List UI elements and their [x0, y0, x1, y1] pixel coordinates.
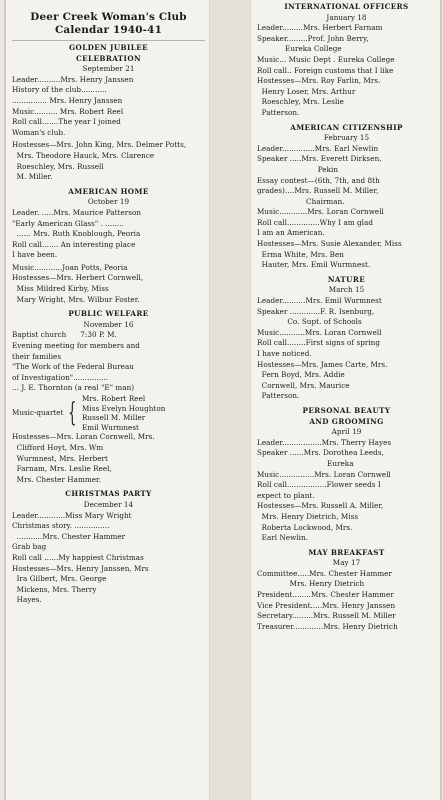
- program-line: Wurmnest, Mrs. Herbert: [12, 453, 108, 463]
- program-line: Roll call.................Flower seeds I: [257, 480, 381, 490]
- program-line: Hostesses—Mrs. Russell A. Miller,: [257, 501, 384, 511]
- section-american-home: [12, 187, 205, 306]
- program-line: Leader..........Mrs. Emil Wurmnest: [257, 296, 382, 306]
- section-date: January 18: [326, 12, 367, 22]
- program-line: Grab bag: [12, 542, 47, 552]
- program-line: Music.......... Mrs. Robert Reel: [12, 106, 124, 116]
- section-date: February 15: [323, 133, 370, 143]
- program-line: Roll call....... An interesting place: [12, 239, 136, 249]
- section-date: May 17: [332, 558, 361, 568]
- section-nature: [257, 275, 436, 402]
- program-line: Hostesses—Mrs. Herbert Cornwell,: [12, 273, 144, 283]
- program-line: Roll call ......My happiest Christmas: [12, 552, 144, 562]
- program-line: expect to plant.: [257, 490, 315, 500]
- program-line: Hostesses—Mrs. John King, Mrs. Delmer Potts,: [12, 140, 187, 150]
- program-line: Hostesses—Mrs. Roy Farlin, Mrs.: [257, 76, 381, 86]
- program-line: Music............Joan Potts, Peoria: [12, 262, 128, 272]
- section-heading: PUBLIC WELFARE: [68, 309, 149, 319]
- program-line: Roll call........First signs of spring: [257, 338, 381, 348]
- program-line: Woman's club.: [12, 127, 66, 137]
- section-heading: AMERICAN CITIZENSHIP: [290, 122, 403, 132]
- program-line: Hauter, Mrs. Emil Wurmnest.: [257, 260, 371, 270]
- program-line: "The Work of the Federal Bureau: [12, 362, 134, 372]
- program-line: Vice President.....Mrs. Henry Janssen: [257, 600, 396, 610]
- program-line: Music... Music Dept . Eureka College: [257, 54, 395, 64]
- section-date: December 14: [83, 499, 134, 509]
- section-heading: AND GROOMING: [309, 416, 384, 426]
- page-gutter: [210, 0, 250, 800]
- program-line: Mrs. Henry Dietrich, Miss: [257, 511, 359, 521]
- program-line: Essay contest—(6th, 7th, and 8th: [257, 175, 380, 185]
- program-line: of Investigation"...............: [12, 372, 109, 382]
- program-line: Roll call.. Foreign customs that I like: [257, 65, 394, 75]
- program-line: Ira Gilbert, Mrs. George: [12, 574, 107, 584]
- section-date: October 19: [87, 197, 130, 207]
- program-line: Leader. .....Mrs. Maurice Patterson: [12, 207, 142, 217]
- program-line: ...........Mrs. Chester Hammer: [12, 531, 126, 541]
- program-line: I am an American.: [257, 228, 325, 238]
- program-line: Mickens, Mrs. Therry: [12, 584, 97, 594]
- program-line: Co. Supt. of Schools: [257, 317, 362, 327]
- program-line: Christmas story. ...............: [12, 521, 110, 531]
- section-christmas-party: [12, 489, 205, 606]
- program-line: Mary Wright, Mrs. Wilbur Foster.: [12, 294, 140, 304]
- program-line: I have noticed.: [257, 349, 312, 358]
- program-line: I have been.: [12, 250, 58, 260]
- program-line: Pekin: [257, 164, 339, 174]
- program-line: President........Mrs. Chester Hammer: [257, 590, 394, 600]
- program-line: Miss Mildred Kirby, Miss: [12, 284, 109, 294]
- program-line: Speaker .............F. R. Isenburg,: [257, 306, 375, 316]
- section-international-officers: [257, 2, 436, 119]
- section-public-welfare: [12, 309, 205, 485]
- section-heading: CHRISTMAS PARTY: [65, 489, 152, 499]
- program-line: Henry Loser, Mrs. Arthur: [257, 86, 356, 96]
- program-line: Hostesses—Mrs. Loran Cornwell, Mrs.: [12, 432, 155, 442]
- section-heading: MAY BREAKFAST: [308, 547, 385, 557]
- program-line: Baptist church 7:30 P. M.: [12, 330, 117, 340]
- calendar-title: Deer Creek Woman's Club: [30, 11, 187, 23]
- program-line: Leader............Miss Mary Wright: [12, 510, 132, 520]
- program-line: Cornwell, Mrs. Maurice: [257, 380, 350, 390]
- program-line: Clifford Hoyt, Mrs. Wm: [12, 442, 104, 452]
- section-heading: NATURE: [327, 274, 366, 284]
- clipping-column-left: [4, 0, 210, 800]
- program-line: M. Miller.: [12, 172, 53, 182]
- program-line: Mrs. Chester Hammer.: [12, 474, 102, 484]
- quartet-members: [82, 394, 165, 432]
- program-line: "Early American Glass" . ........: [12, 218, 124, 228]
- program-line: Chairman.: [257, 196, 345, 206]
- program-line: Roeschley, Mrs. Leslie: [257, 97, 344, 107]
- program-line: History of the club...........: [12, 85, 107, 95]
- program-line: Music...............Mrs. Loran Cornwell: [257, 469, 391, 479]
- program-line: Roberta Lockwood, Mrs.: [257, 522, 353, 532]
- divider: [12, 40, 205, 41]
- music-quartet-label: Music-quartet: [12, 407, 64, 417]
- program-line: Hayes.: [12, 595, 42, 605]
- program-line: Patterson.: [257, 391, 300, 401]
- program-line: Leader.................Mrs. Therry Hayes: [257, 437, 392, 447]
- program-line: Fern Boyd, Mrs. Addie: [257, 370, 345, 380]
- program-line: Committee.....Mrs. Chester Hammer: [257, 568, 392, 578]
- program-line: ............... Mrs. Henry Janssen: [12, 95, 123, 105]
- section-date: November 16: [83, 319, 134, 329]
- program-line: Roll call.......The year I joined: [12, 117, 121, 127]
- program-line: their families: [12, 351, 62, 361]
- program-line: Hostesses—Mrs. Susie Alexander, Miss: [257, 239, 402, 249]
- program-line: Hostesses—Mrs. Henry Janssen, Mrs: [12, 563, 149, 573]
- section-date: March 15: [328, 285, 365, 295]
- section-date: April 19: [331, 427, 362, 437]
- program-line: Erma White, Mrs. Ben: [257, 249, 344, 259]
- program-line: Leader..............Mrs. Earl Newlin: [257, 143, 379, 153]
- section-heading: INTERNATIONAL OFFICERS: [284, 2, 409, 11]
- program-line: Speaker.........Prof. John Berry,: [257, 33, 369, 43]
- program-line: Roeschley, Mrs. Russell: [12, 161, 104, 171]
- brace-glyph: {: [68, 398, 77, 429]
- program-line: Eureka: [257, 458, 354, 468]
- quartet-member: Russell M. Miller: [81, 413, 146, 423]
- program-line: Mrs. Henry Dietrich: [257, 579, 365, 589]
- program-line: Mrs. Theodore Hauck, Mrs. Clarence: [12, 150, 155, 160]
- program-line: Earl Newlin.: [257, 533, 309, 543]
- section-heading: GOLDEN JUBILEE: [69, 43, 148, 52]
- program-line: Treasurer.............Mrs. Henry Dietrich: [257, 621, 398, 631]
- program-line: Farnam, Mrs. Leslie Reel,: [12, 464, 112, 474]
- section-golden-jubilee: [12, 43, 205, 183]
- clipping-column-right: [250, 0, 442, 800]
- section-date: September 21: [82, 64, 135, 74]
- program-line: Patterson.: [257, 107, 300, 117]
- section-may-breakfast: [257, 548, 436, 633]
- quartet-member: Emil Wurmnest: [81, 422, 139, 432]
- section-american-citizenship: [257, 123, 436, 271]
- quartet-member: Miss Evelyn Houghton: [81, 403, 166, 413]
- section-heading: CELEBRATION: [76, 53, 141, 63]
- program-line: Music...........Mrs. Loran Cornwell: [257, 327, 382, 337]
- program-line: Evening meeting for members and: [12, 341, 140, 351]
- program-line: Leader.........Mrs. Herbert Farnam: [257, 23, 383, 33]
- section-personal-beauty: [257, 406, 436, 544]
- program-line: Speaker ......Mrs. Dorothea Leeds,: [257, 448, 384, 458]
- section-heading: AMERICAN HOME: [68, 186, 149, 196]
- program-line: Roll call..............Why I am glad: [257, 217, 373, 227]
- program-line: Music............Mrs. Loran Cornwell: [257, 207, 384, 217]
- program-line: Eureka College: [257, 44, 342, 54]
- program-line: grades)....Mrs. Russell M. Miller,: [257, 186, 379, 196]
- calendar-subtitle: Calendar 1940-41: [54, 24, 163, 36]
- program-line: Hostesses—Mrs. James Carte, Mrs.: [257, 359, 388, 369]
- program-line: Secretary.........Mrs. Russell M. Miller: [257, 611, 396, 621]
- section-heading: PERSONAL BEAUTY: [302, 405, 391, 415]
- program-line: ... J. E. Thornton (a real "E" man): [12, 383, 135, 393]
- quartet-member: Mrs. Robert Reel: [81, 394, 146, 403]
- music-quartet: [12, 394, 205, 432]
- program-line: ...... Mrs. Ruth Knoblough, Peoria: [12, 229, 141, 239]
- program-line: Speaker .....Mrs. Everett Dirksen,: [257, 154, 382, 164]
- program-line: Leader..........Mrs. Henry Janssen: [12, 74, 134, 84]
